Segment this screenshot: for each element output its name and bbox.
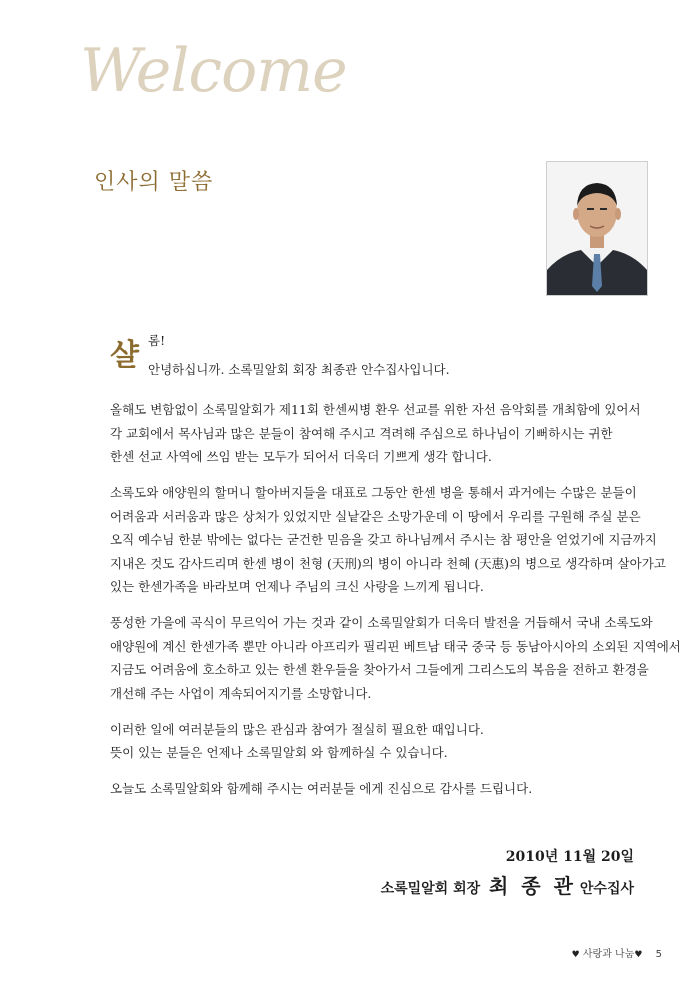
text-line: 지내온 것도 감사드리며 한센 병이 천형 (天刑)의 병이 아니라 천혜 (天惠)의 병으로 생각하며 살아가고: [110, 555, 666, 571]
text-line: 개선해 주는 사업이 계속되어지기를 소망합니다.: [110, 685, 372, 701]
text-line: 오늘도 소록밀알회와 함께해 주시는 여러분들 에게 진심으로 감사를 드립니다.: [110, 781, 533, 796]
text-line: 애양원에 계신 한센가족 뿐만 아니라 아프리카 필리핀 베트남 태국 중국 등 동남아시아의 소외된 지역에서: [110, 638, 681, 654]
text-line: 풍성한 가을에 곡식이 무르익어 가는 것과 같이 소록밀알회가 더욱더 발전을 거듭해서 국내 소록도와: [110, 615, 653, 630]
text-line: 소록도와 애양원의 할머니 할아버지들을 대표로 그동안 한센 병을 통해서 과거에는 수많은 분들이: [110, 485, 637, 500]
page-footer: [572, 945, 662, 960]
signature-org: 소록밀알회 회장: [380, 881, 481, 897]
paragraph: [110, 481, 670, 599]
author-photo: [546, 161, 648, 296]
text-line: 뜻이 있는 분들은 언제나 소록밀알회 와 함께하실 수 있습니다.: [110, 745, 448, 760]
text-line: 각 교회에서 목사님과 많은 분들이 참여해 주시고 격려해 주심으로 하나님이 기뻐하시는 귀한: [110, 425, 613, 441]
paragraph: [110, 398, 670, 469]
letter-date: 2010년 11월 20일: [505, 849, 634, 865]
signature-block: [381, 870, 634, 899]
heart-icon: ♥: [634, 950, 643, 960]
text-line: 오직 예수님 한분 밖에는 없다는 굳건한 믿음을 갖고 하나님께서 주시는 참 평안을 얻었기에 지금까지: [110, 532, 657, 547]
greeting-line: 안녕하십니까. 소록밀알회 회장 최종관 안수집사입니다.: [148, 362, 450, 377]
letter-body: [110, 398, 681, 813]
paragraph: [110, 718, 670, 765]
text-line: 있는 한센가족을 바라보며 언제나 주님의 크신 사랑을 느끼게 됩니다.: [110, 579, 484, 594]
drop-cap: 샬: [110, 338, 139, 373]
signature-role: 안수집사: [579, 881, 634, 897]
paragraph: [110, 611, 681, 705]
text-line: 한센 선교 사역에 쓰임 받는 모두가 되어서 더욱더 기쁘게 생각 합니다.: [110, 449, 492, 464]
salutation-rest: 롬!: [148, 333, 166, 348]
paragraph: [110, 777, 670, 801]
welcome-heading: Welcome: [80, 36, 347, 106]
text-line: 어려움과 서러움과 많은 상처가 있었지만 실낱같은 소망가운데 이 땅에서 우리를 구원해 주실 분은: [110, 508, 641, 524]
footer-label: 사랑과 나눔: [582, 949, 635, 960]
text-line: 이러한 일에 여러분들의 많은 관심과 참여가 절실히 필요한 때입니다.: [110, 721, 484, 737]
heart-icon: ♥: [571, 950, 580, 960]
text-line: 지금도 어려움에 호소하고 있는 한센 환우들을 찾아가서 그들에게 그리스도의 복음을 전하고 환경을: [110, 662, 649, 677]
text-line: 올해도 변함없이 소록밀알회가 제11회 한센씨병 환우 선교를 위한 자선 음악회를 개최함에 있어서: [110, 402, 641, 417]
page-number: 5: [655, 949, 662, 960]
page-title: 인사의 말씀: [94, 170, 214, 195]
signature-name: 최 종 관: [489, 874, 576, 898]
